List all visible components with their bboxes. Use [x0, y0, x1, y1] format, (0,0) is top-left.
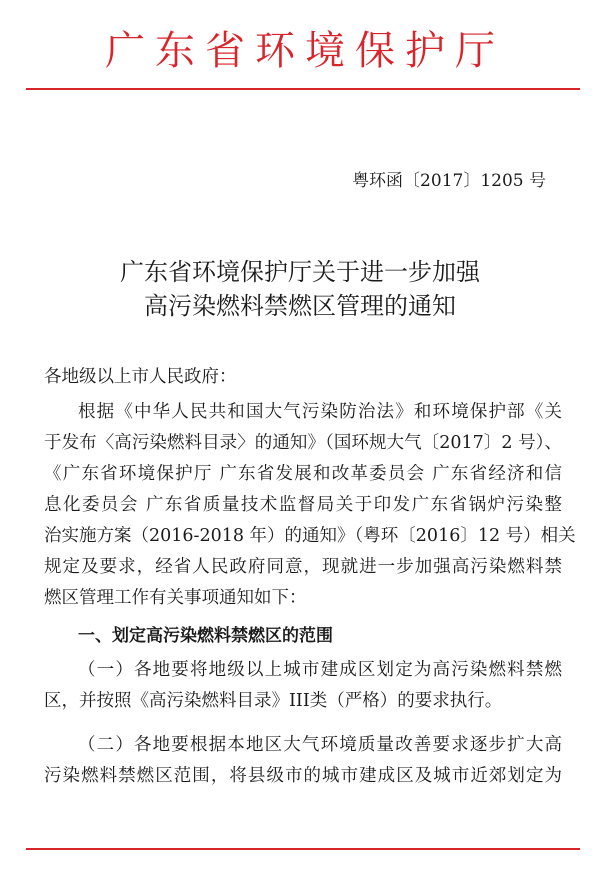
paragraph-line: 治实施方案（2016-2018 年）的通知》（粤环〔2016〕12 号）相关 — [44, 526, 576, 546]
paragraph-3 — [44, 730, 562, 792]
document-number: 粤环函〔2017〕1205 号 — [352, 171, 546, 191]
issuing-authority-header: 广东省环境保护厅 — [105, 28, 505, 74]
header-red-rule — [26, 88, 580, 90]
paragraph-line: 污染燃料禁燃区范围，将县级市的城市建成区及城市近郊划定为 — [44, 766, 562, 786]
paragraph-line: 《广东省环境保护厅 广东省发展和改革委员会 广东省经济和信 — [44, 464, 562, 484]
paragraph-line: 根据《中华人民共和国大气污染防治法》和环境保护部《关 — [78, 402, 562, 422]
footer-red-rule — [26, 848, 580, 850]
paragraph-line: （二）各地要根据本地区大气环境质量改善要求逐步扩大高 — [78, 735, 562, 755]
section-heading-1: 一、划定高污染燃料禁燃区的范围 — [78, 626, 333, 646]
paragraph-line: 于发布〈高污染燃料目录〉的通知》（国环规大气〔2017〕2 号）、 — [44, 433, 562, 453]
paragraph-1 — [44, 397, 576, 614]
document-title — [0, 255, 600, 323]
paragraph-2 — [44, 655, 562, 717]
title-line-1: 广东省环境保护厅关于进一步加强 — [120, 258, 480, 286]
paragraph-line: 区，并按照《高污染燃料目录》III类（严格）的要求执行。 — [44, 691, 503, 711]
salutation: 各地级以上市人民政府： — [44, 367, 237, 387]
paragraph-line: 燃区管理工作有关事项通知如下： — [44, 588, 307, 608]
paragraph-line: 息化委员会 广东省质量技术监督局关于印发广东省锅炉污染整 — [44, 495, 562, 515]
paragraph-line: 规定及要求，经省人民政府同意，现就进一步加强高污染燃料禁 — [44, 557, 562, 577]
paragraph-line: （一）各地要将地级以上城市建成区划定为高污染燃料禁燃 — [78, 660, 562, 680]
title-line-2: 高污染燃料禁燃区管理的通知 — [144, 292, 456, 320]
